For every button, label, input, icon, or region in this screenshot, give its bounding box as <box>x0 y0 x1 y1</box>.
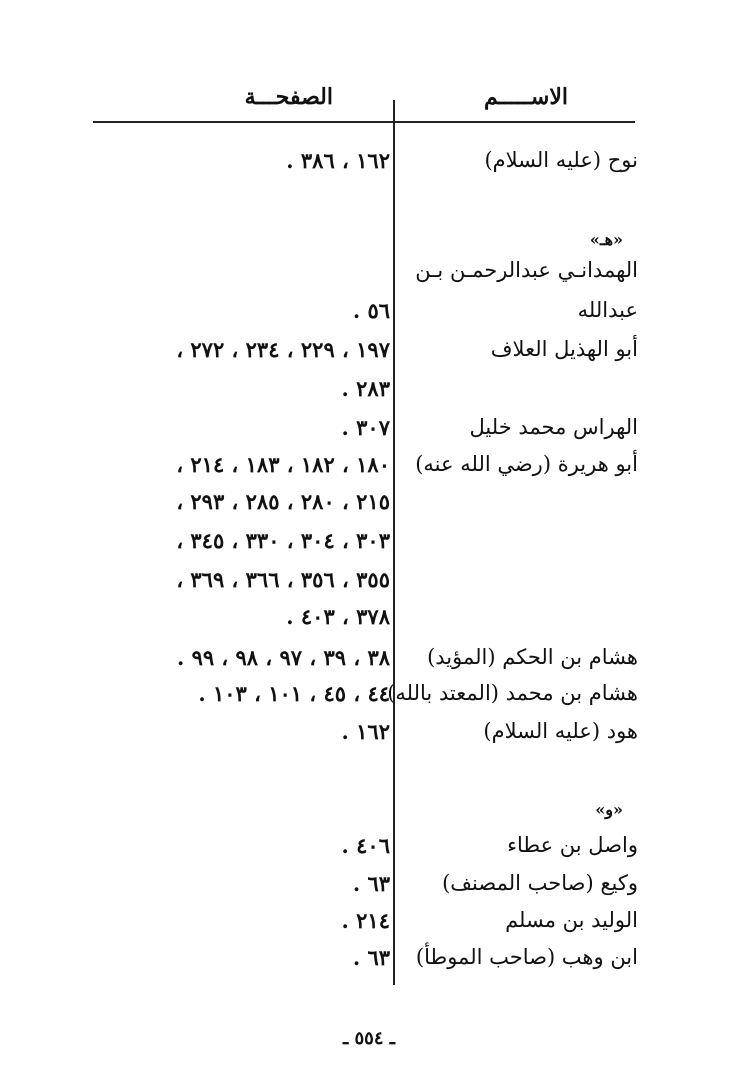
name-column-header: الاســـــم <box>484 84 568 110</box>
entry-pages: ٣٥٥ ، ٣٥٦ ، ٣٦٦ ، ٣٦٩ ، <box>176 567 390 592</box>
entry-name: نوح (عليه السلام) <box>484 148 638 172</box>
entry-pages: ٣٧٨ ، ٤٠٣ . <box>286 604 390 629</box>
entry-pages: ٣٨ ، ٣٩ ، ٩٧ ، ٩٨ ، ٩٩ . <box>176 645 390 670</box>
entry-name: أبو هريرة (رضي الله عنه) <box>415 452 638 476</box>
entry-pages: ٣٠٧ . <box>341 415 390 440</box>
entry-pages: ٣٠٣ ، ٣٠٤ ، ٣٣٠ ، ٣٤٥ ، <box>176 528 390 553</box>
entry-name: الهراس محمد خليل <box>469 415 638 439</box>
entry-pages: ١٨٠ ، ١٨٢ ، ١٨٣ ، ٢١٤ ، <box>176 452 390 477</box>
entry-name: أبو الهذيل العلاف <box>490 337 638 361</box>
entry-pages: ٢٨٣ . <box>341 376 390 401</box>
header-divider <box>93 121 635 123</box>
section-letter: «و» <box>595 800 623 819</box>
page-number: ـ ٥٥٤ ـ <box>342 1028 396 1049</box>
entry-name: الهمدانـي عبدالرحمـن بـن <box>415 258 638 282</box>
entry-name: هود (عليه السلام) <box>483 719 638 743</box>
entry-pages: ٤٠٦ . <box>341 833 390 858</box>
entry-pages: ٢١٤ . <box>341 908 390 933</box>
entry-name: هشام بن الحكم (المؤيد) <box>427 645 638 669</box>
entry-name: عبدالله <box>577 298 638 322</box>
entry-name: وكيع (صاحب المصنف) <box>442 871 638 895</box>
entry-pages: ٤٤ ، ٤٥ ، ١٠١ ، ١٠٣ . <box>198 681 390 706</box>
entry-pages: ١٦٢ . <box>341 719 390 744</box>
entry-pages: ١٩٧ ، ٢٢٩ ، ٢٣٤ ، ٢٧٢ ، <box>176 337 390 362</box>
entry-pages: ٦٣ . <box>352 871 390 896</box>
entry-name: ابن وهب (صاحب الموطأ) <box>415 945 638 969</box>
section-letter: «هـ» <box>589 230 623 249</box>
page-column-header: الصفحـــة <box>244 84 333 110</box>
column-divider <box>393 100 395 985</box>
entry-pages: ٥٦ . <box>352 298 390 323</box>
entry-pages: ١٦٢ ، ٣٨٦ . <box>286 148 390 173</box>
entry-name: واصل بن عطاء <box>507 833 638 857</box>
entry-pages: ٢١٥ ، ٢٨٠ ، ٢٨٥ ، ٢٩٣ ، <box>176 489 390 514</box>
entry-pages: ٦٣ . <box>352 945 390 970</box>
entry-name: الوليد بن مسلم <box>505 908 638 932</box>
entry-name: هشام بن محمد (المعتد بالله) <box>387 681 638 705</box>
